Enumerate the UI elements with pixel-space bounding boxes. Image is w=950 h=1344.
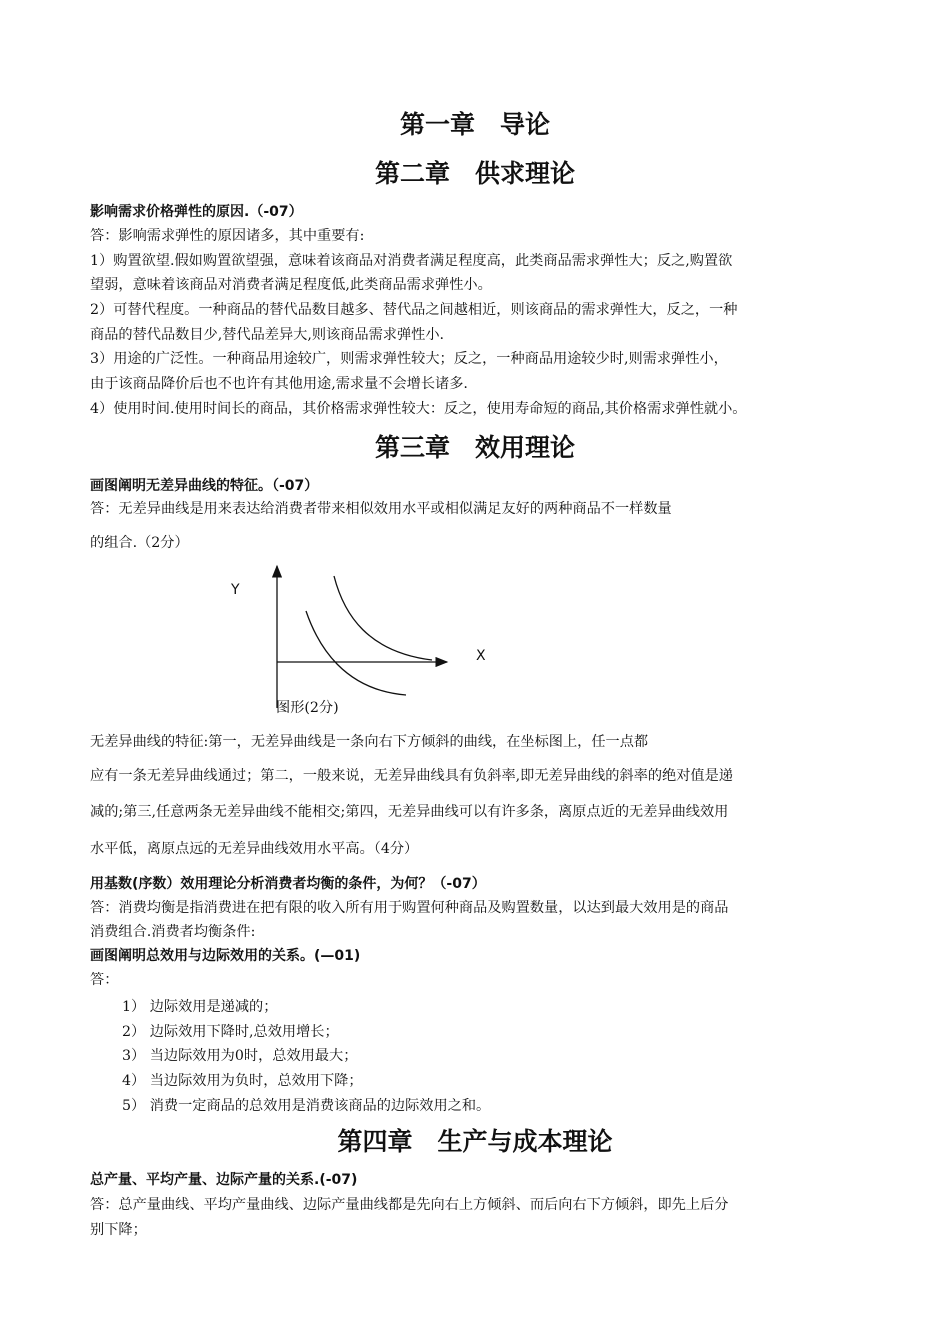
answer-line: 答：总产量曲线、平均产量曲线、边际产量曲线都是先向右上方倾斜、而后向右下方倾斜，即先上后分 (90, 1197, 729, 1213)
answer-line: 无差异曲线的特征:第一，无差异曲线是一条向右下方倾斜的曲线，在坐标图上，任一点都 (90, 734, 649, 750)
y-axis-label: Y (231, 582, 240, 598)
question-heading: 总产量、平均产量、边际产量的关系.(-07) (90, 1172, 358, 1188)
answer-line: 答： (90, 972, 119, 988)
list-item: 5） 消费一定商品的总效用是消费该商品的边际效用之和。 (122, 1098, 491, 1114)
figure-caption: 图形(2分) (276, 700, 339, 716)
answer-line: 3）用途的广泛性。一种商品用途较广，则需求弹性较大；反之，一种商品用途较少时,则需求弹性小， (90, 351, 728, 367)
list-item: 3） 当边际效用为0时，总效用最大； (122, 1048, 358, 1064)
answer-line: 消费组合.消费者均衡条件: (90, 924, 256, 940)
answer-line: 2）可替代程度。一种商品的替代品数目越多、替代品之间越相近，则该商品的需求弹性大，反之，一种 (90, 302, 738, 318)
list-item: 1） 边际效用是递减的； (122, 999, 278, 1015)
question-heading: 画图阐明总效用与边际效用的关系。(—01) (90, 948, 361, 964)
answer-line: 应有一条无差异曲线通过；第二，一般来说，无差异曲线具有负斜率,即无差异曲线的斜率的绝对值是递 (90, 768, 733, 784)
answer-line: 答：影响需求弹性的原因诸多，其中重要有: (90, 228, 365, 244)
question-heading: 画图阐明无差异曲线的特征。（-07） (90, 478, 319, 494)
x-axis-label: X (476, 648, 486, 664)
answer-line: 水平低，离原点远的无差异曲线效用水平高。（4分） (90, 841, 419, 857)
answer-line: 答：消费均衡是指消费进在把有限的收入所有用于购置何种商品及购置数量，以达到最大效用是的商品 (90, 900, 729, 916)
chapter-4-title: 第四章 生产与成本理论 (337, 1127, 613, 1156)
chapter-2-title: 第二章 供求理论 (374, 159, 575, 188)
question-heading: 影响需求价格弹性的原因.（-07） (90, 204, 303, 220)
indifference-curve-outer (334, 576, 432, 660)
answer-line: 1）购置欲望.假如购置欲望强，意味着该商品对消费者满足程度高，此类商品需求弹性大；反之,购置欲 (90, 253, 733, 269)
answer-line: 答：无差异曲线是用来表达给消费者带来相似效用水平或相似满足友好的两种商品不一样数量 (90, 501, 672, 517)
answer-line: 4）使用时间.使用时间长的商品，其价格需求弹性较大：反之，使用寿命短的商品,其价格需求弹性就小。 (90, 401, 747, 417)
list-item: 2） 边际效用下降时,总效用增长； (122, 1024, 339, 1040)
chapter-3-title: 第三章 效用理论 (374, 433, 575, 462)
indifference-curve-inner (306, 611, 406, 695)
answer-line: 望弱，意味着该商品对消费者满足程度低,此类商品需求弹性小。 (90, 277, 492, 293)
answer-line: 由于该商品降价后也不也许有其他用途,需求量不会增长诸多. (90, 376, 468, 392)
chapter-1-title: 第一章 导论 (399, 110, 550, 139)
answer-line: 商品的替代品数目少,替代品差异大,则该商品需求弹性小. (90, 327, 445, 343)
answer-line: 减的;第三,任意两条无差异曲线不能相交;第四，无差异曲线可以有许多条，离原点近的无差异曲线效用 (90, 804, 729, 820)
question-heading: 用基数(序数）效用理论分析消费者均衡的条件，为何？（-07） (90, 876, 486, 892)
answer-line: 的组合.（2分） (90, 535, 189, 551)
list-item: 4） 当边际效用为负时，总效用下降； (122, 1073, 363, 1089)
answer-line: 别下降； (90, 1222, 147, 1238)
